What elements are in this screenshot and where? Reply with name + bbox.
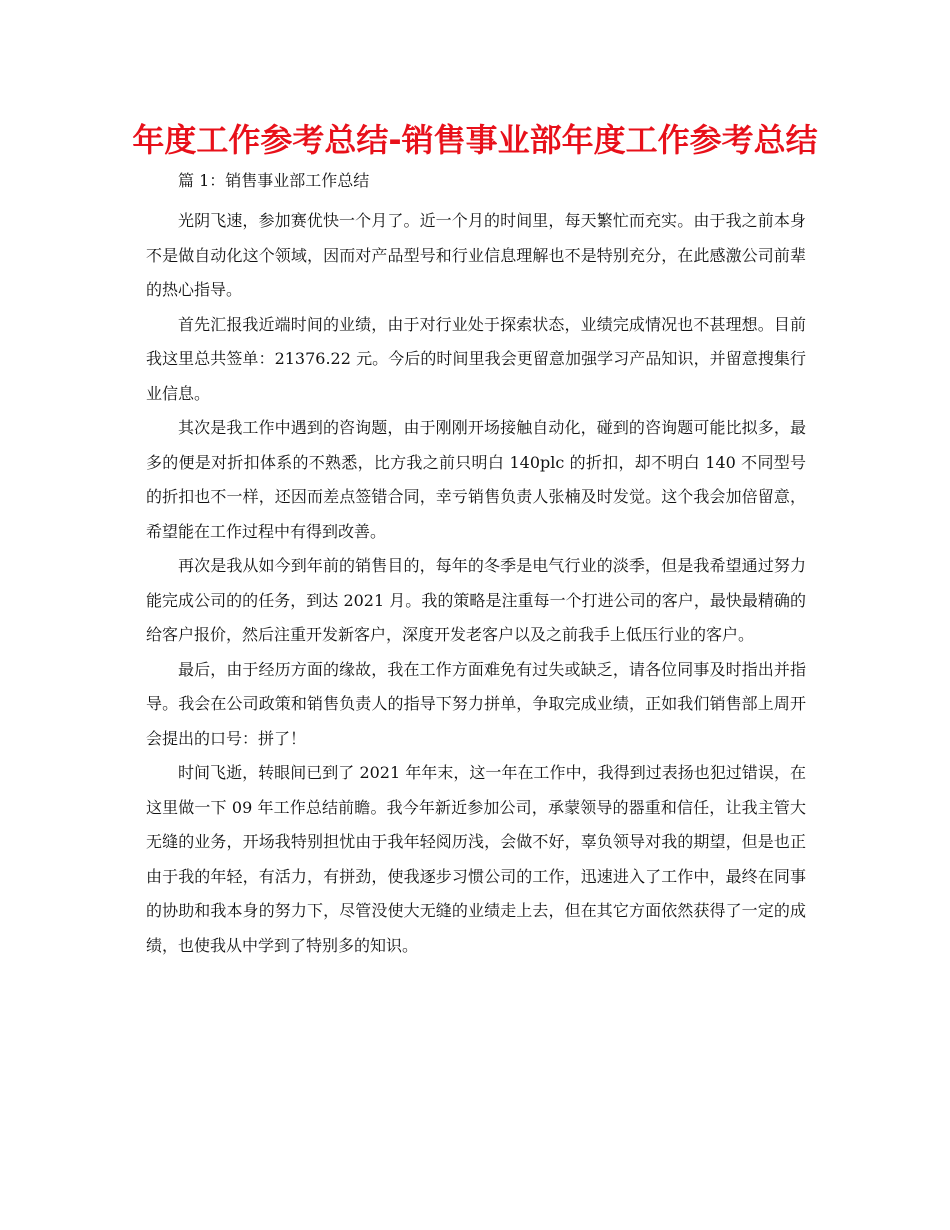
section-heading: 篇 1：销售事业部工作总结 (178, 171, 370, 190)
document-title: 年度工作参考总结-销售事业部年度工作参考总结 (132, 121, 818, 159)
paragraph-2: 首先汇报我近端时间的业绩，由于对行业处于探索状态，业绩完成情况也不甚理想。目前我这里总共签单：21376.22 元。今后的时间里我会更留意加强学习产品知识，并留意搜集行业信息。 (146, 314, 806, 403)
document-body (146, 164, 806, 963)
paragraph-6: 时间飞逝，转眼间已到了 2021 年年末，这一年在工作中，我得到过表扬也犯过错误，在这里做一下 09 年工作总结前瞻。我今年新近参加公司，承蒙领导的器重和信任，让我主管大无缝的业务，开场我特别担忧由于我年轻阅历浅，会做不好，辜负领导对我的期望，但是也正由于我的年轻，有活力，有拼劲，使我逐步习惯公司的工作，迅速进入了工作中，最终在同事的协助和我本身的努力下，尽管没使大无缝的业绩走上去，但在其它方面依然获得了一定的成绩，也使我从中学到了特别多的知识。 (146, 763, 806, 955)
paragraph-4: 再次是我从如今到年前的销售目的，每年的冬季是电气行业的淡季，但是我希望通过努力能完成公司的的任务，到达 2021 月。我的策略是注重每一个打进公司的客户，最快最精确的给客户报价，然后注重开发新客户，深度开发老客户以及之前我手上低压行业的客户。 (146, 556, 806, 644)
paragraph-3: 其次是我工作中遇到的咨询题，由于刚刚开场接触自动化，碰到的咨询题可能比拟多，最多的便是对折扣体系的不熟悉，比方我之前只明白 140plc 的折扣，却不明白 140 不同型号的折扣也不一样，还因而差点签错合同，幸亏销售负责人张楠及时发觉。这个我会加倍留意，希望能在工作过程中有得到改善。 (146, 418, 806, 541)
paragraph-1: 光阴飞速，参加赛优快一个月了。近一个月的时间里，每天繁忙而充实。由于我之前本身不是做自动化这个领域，因而对产品型号和行业信息理解也不是特别充分，在此感激公司前辈的热心指导。 (146, 211, 806, 299)
paragraph-5: 最后，由于经历方面的缘故，我在工作方面难免有过失或缺乏，请各位同事及时指出并指导。我会在公司政策和销售负责人的指导下努力拼单，争取完成业绩，正如我们销售部上周开会提出的口号：拼了！ (146, 659, 806, 748)
